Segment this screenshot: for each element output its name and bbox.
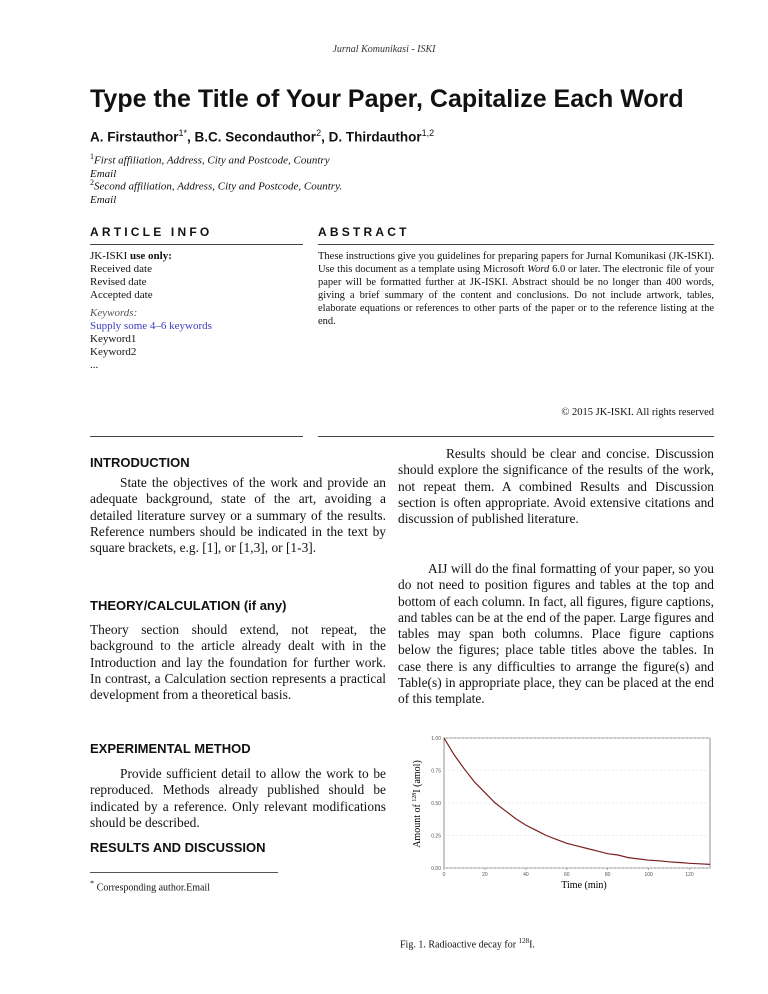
results-paragraph-2: AIJ will do the final formatting of your paper, so you do not need to position figures and tables at the top and bottom of each column. In fact, all figures, figure captions, and tables can be at the end of the paper. Large figures and tables may span both columns. Place figure captions below the figures; place table titles above the tables. In case there is any difficulties to arrange the figure(s) and Table(s) in appropriate place, they can be placed at the end of this template. <box>398 561 714 707</box>
results-paragraph-1: Results should be clear and concise. Discussion should explore the significance of the results of the work, not repeat them. A combined Results and Discussion section is often appropriate. Avoid extensive citations and discussion of published literature. <box>398 446 714 527</box>
y-tick-label: 0.75 <box>431 768 441 775</box>
divider <box>90 244 303 245</box>
theory-text: Theory section should extend, not repeat, the background to the article already dealt with in the Introduction and lay the foundation for further work. In contrast, a Calculation section represents a practical development from a theoretical basis. <box>90 622 386 703</box>
accepted-date: Accepted date <box>90 289 153 301</box>
y-tick-label: 0.00 <box>431 866 441 872</box>
x-tick-label: 80 <box>604 872 611 878</box>
footnote: * Corresponding author.Email <box>90 879 210 894</box>
affiliation-email: Email <box>90 193 117 206</box>
author-sup: 2 <box>316 128 322 138</box>
x-tick-label: 60 <box>563 872 570 878</box>
decay-chart <box>398 732 718 892</box>
y-tick-label: 1.00 <box>431 736 441 742</box>
article-info-block <box>90 250 300 372</box>
abstract-text: These instructions give you guidelines for preparing papers for Jurnal Komunikasi (JK-ISKI). Use this document as a template using Microsoft Word 6.0 or later. The electronic file of your paper will be formatted further at JK-ISKI. Abstract should be no longer than 400 words, giving a brief summary of the content and conclusions. Do not include artwork, tables, elaborate equations or references to other parts of the paper or to the reference listing at the end. <box>318 251 714 327</box>
author-name: A. Firstauthor <box>90 129 179 145</box>
divider <box>318 244 714 245</box>
paper-title: Type the Title of Your Paper, Capitalize Each Word <box>90 85 684 113</box>
section-heading-theory: THEORY/CALCULATION (if any) <box>90 598 287 613</box>
section-heading-results: RESULTS AND DISCUSSION <box>90 840 266 855</box>
copyright-notice: © 2015 JK-ISKI. All rights reserved <box>561 407 714 418</box>
section-heading-experimental: EXPERIMENTAL METHOD <box>90 741 251 756</box>
use-only-line: JK-ISKI use only: <box>90 250 172 262</box>
y-axis-label: Amount of $^{128}$I (amol) <box>412 760 423 848</box>
author-name: B.C. Secondauthor <box>194 129 317 145</box>
x-tick-label: 20 <box>482 872 488 878</box>
keyword-ellipsis: ... <box>90 359 99 371</box>
introduction-text: State the objectives of the work and provide an adequate background, state of the art, avoiding a detailed literature survey or a summary of the results. Reference numbers should be indicated in the text by square brackets, e.g. [1], or [1,3], or [1-3]. <box>90 475 386 556</box>
divider <box>318 436 714 437</box>
keywords-label: Keywords: <box>90 307 138 319</box>
footnote-rule <box>90 872 278 873</box>
author-list: A. Firstauthor$^{1*}$, B.C. Secondauthor$^2$, D. Thirdauthor$^{1,2}$ <box>90 128 435 145</box>
affiliation-1: $^1$First affiliation, Address, City and Postcode, Country Email <box>90 152 330 180</box>
abstract-heading: ABSTRACT <box>318 225 410 239</box>
y-tick-label: 0.25 <box>431 833 441 840</box>
x-axis-label: Time (min) <box>561 880 607 891</box>
author-sup: 1* <box>178 128 188 138</box>
figure-caption: Fig. 1. Radioactive decay for $^{128}$I. <box>400 937 535 951</box>
x-tick-label: 0 <box>442 872 446 878</box>
keywords-hint: Supply some 4–6 keywords <box>90 320 212 332</box>
author-name: D. Thirdauthor <box>328 129 422 145</box>
section-heading-introduction: INTRODUCTION <box>90 455 190 470</box>
keyword-item: Keyword2 <box>90 346 137 358</box>
author-sup: 1,2 <box>421 128 435 138</box>
x-tick-label: 40 <box>523 872 529 878</box>
article-info-heading: ARTICLE INFO <box>90 225 213 239</box>
revised-date: Revised date <box>90 276 147 288</box>
divider <box>90 436 303 437</box>
keyword-item: Keyword1 <box>90 333 137 345</box>
running-head: Jurnal Komunikasi - ISKI <box>332 44 436 55</box>
affiliation-email: Email <box>90 167 117 180</box>
x-tick-label: 100 <box>644 872 653 878</box>
received-date: Received date <box>90 263 152 275</box>
x-tick-label: 120 <box>685 872 694 878</box>
affiliation-2: $^2$Second affiliation, Address, City and Postcode, Country. Email <box>90 178 343 206</box>
y-tick-label: 0.50 <box>431 801 441 807</box>
experimental-text: Provide sufficient detail to allow the work to be reproduced. Methods already published should be indicated by a reference. Only relevant modifications should be described. <box>90 766 386 830</box>
